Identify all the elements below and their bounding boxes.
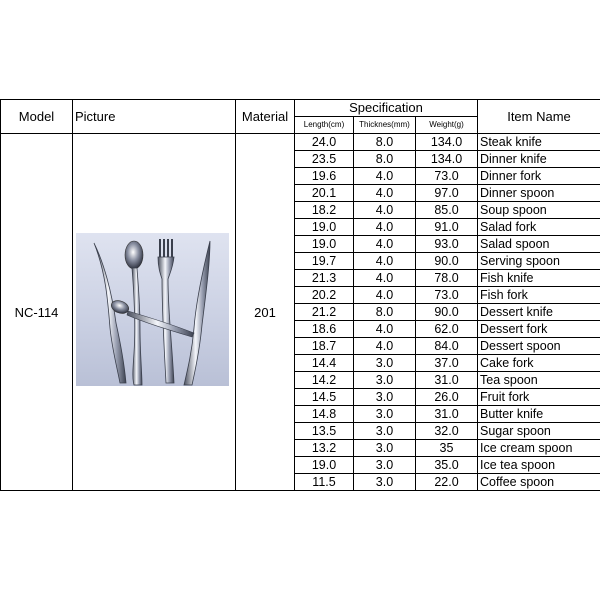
length-value: 19.7 (295, 253, 354, 270)
length-value: 19.0 (295, 236, 354, 253)
weight-value: 35 (416, 440, 478, 457)
length-value: 24.0 (295, 134, 354, 151)
length-value: 21.3 (295, 270, 354, 287)
item-name: Dinner spoon (478, 185, 600, 202)
weight-value: 35.0 (416, 457, 478, 474)
weight-value: 62.0 (416, 321, 478, 338)
specification-table (0, 99, 600, 491)
table-row (1, 134, 600, 151)
thickness-value: 8.0 (354, 134, 416, 151)
weight-value: 85.0 (416, 202, 478, 219)
item-name: Cake fork (478, 355, 600, 372)
weight-value: 32.0 (416, 423, 478, 440)
item-name: Salad spoon (478, 236, 600, 253)
item-name: Butter knife (478, 406, 600, 423)
thickness-value: 3.0 (354, 457, 416, 474)
thickness-value: 8.0 (354, 151, 416, 168)
thickness-value: 4.0 (354, 236, 416, 253)
length-value: 19.0 (295, 457, 354, 474)
length-value: 19.6 (295, 168, 354, 185)
item-name: Sugar spoon (478, 423, 600, 440)
weight-value: 90.0 (416, 304, 478, 321)
length-value: 18.6 (295, 321, 354, 338)
item-name: Ice cream spoon (478, 440, 600, 457)
picture-cell (73, 134, 236, 491)
length-value: 14.2 (295, 372, 354, 389)
item-name: Dessert knife (478, 304, 600, 321)
thickness-value: 3.0 (354, 355, 416, 372)
weight-value: 31.0 (416, 406, 478, 423)
weight-value: 73.0 (416, 168, 478, 185)
thickness-value: 4.0 (354, 219, 416, 236)
header-material: Material (236, 100, 295, 134)
thickness-value: 4.0 (354, 168, 416, 185)
item-name: Dinner fork (478, 168, 600, 185)
header-item-name: Item Name (478, 100, 600, 134)
weight-value: 84.0 (416, 338, 478, 355)
length-value: 20.2 (295, 287, 354, 304)
weight-value: 78.0 (416, 270, 478, 287)
length-value: 14.4 (295, 355, 354, 372)
length-value: 18.7 (295, 338, 354, 355)
thickness-value: 3.0 (354, 440, 416, 457)
length-value: 14.5 (295, 389, 354, 406)
header-picture: Picture (73, 100, 236, 134)
length-value: 13.5 (295, 423, 354, 440)
weight-value: 22.0 (416, 474, 478, 491)
thickness-value: 8.0 (354, 304, 416, 321)
thickness-value: 3.0 (354, 406, 416, 423)
item-name: Fruit fork (478, 389, 600, 406)
item-name: Coffee spoon (478, 474, 600, 491)
thickness-value: 4.0 (354, 287, 416, 304)
weight-value: 73.0 (416, 287, 478, 304)
thickness-value: 4.0 (354, 202, 416, 219)
length-value: 13.2 (295, 440, 354, 457)
weight-value: 134.0 (416, 151, 478, 168)
item-name: Soup spoon (478, 202, 600, 219)
length-value: 23.5 (295, 151, 354, 168)
weight-value: 97.0 (416, 185, 478, 202)
weight-value: 37.0 (416, 355, 478, 372)
cutlery-set-photo (76, 233, 229, 386)
length-value: 20.1 (295, 185, 354, 202)
weight-value: 26.0 (416, 389, 478, 406)
item-name: Tea spoon (478, 372, 600, 389)
model-value: NC-114 (1, 134, 73, 491)
item-name: Salad fork (478, 219, 600, 236)
item-name: Fish fork (478, 287, 600, 304)
item-name: Fish knife (478, 270, 600, 287)
item-name: Serving spoon (478, 253, 600, 270)
thickness-value: 3.0 (354, 389, 416, 406)
item-name: Dessert fork (478, 321, 600, 338)
thickness-value: 4.0 (354, 253, 416, 270)
weight-value: 91.0 (416, 219, 478, 236)
weight-value: 93.0 (416, 236, 478, 253)
thickness-value: 3.0 (354, 423, 416, 440)
thickness-value: 3.0 (354, 372, 416, 389)
weight-value: 90.0 (416, 253, 478, 270)
length-value: 14.8 (295, 406, 354, 423)
length-value: 11.5 (295, 474, 354, 491)
header-model: Model (1, 100, 73, 134)
length-value: 21.2 (295, 304, 354, 321)
item-name: Steak knife (478, 134, 600, 151)
header-length: Length(cm) (295, 117, 354, 134)
item-name: Dinner knife (478, 151, 600, 168)
header-specification: Specification (295, 100, 478, 117)
item-name: Dessert spoon (478, 338, 600, 355)
header-thickness: Thicknes(mm) (354, 117, 416, 134)
length-value: 18.2 (295, 202, 354, 219)
material-value: 201 (236, 134, 295, 491)
item-name: Ice tea spoon (478, 457, 600, 474)
thickness-value: 3.0 (354, 474, 416, 491)
weight-value: 31.0 (416, 372, 478, 389)
header-weight: Weight(g) (416, 117, 478, 134)
thickness-value: 4.0 (354, 321, 416, 338)
thickness-value: 4.0 (354, 185, 416, 202)
weight-value: 134.0 (416, 134, 478, 151)
thickness-value: 4.0 (354, 270, 416, 287)
length-value: 19.0 (295, 219, 354, 236)
thickness-value: 4.0 (354, 338, 416, 355)
